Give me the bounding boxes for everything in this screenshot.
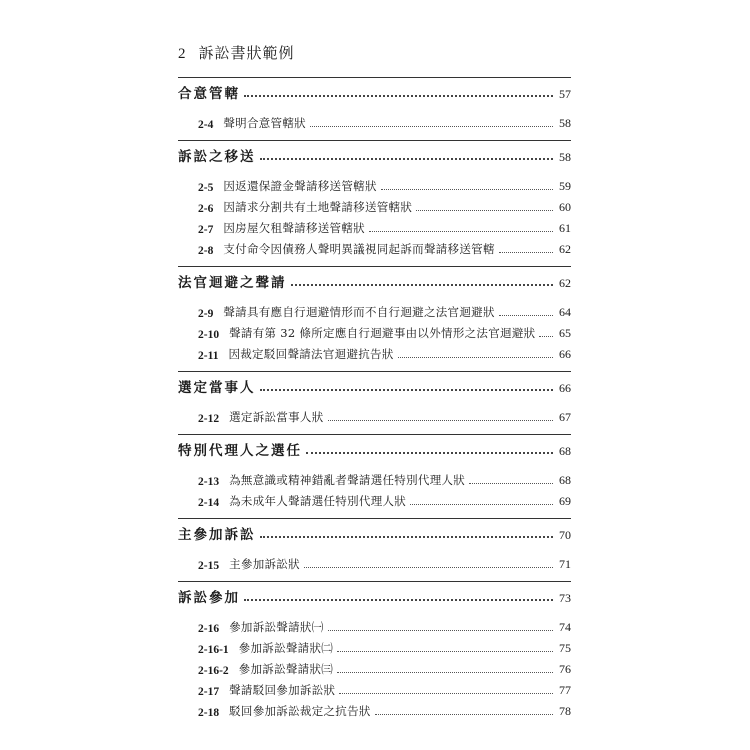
section-entries [178, 102, 571, 140]
entry-page-number: 77 [559, 683, 571, 697]
dot-leader [304, 567, 553, 568]
section-heading[interactable] [178, 372, 571, 396]
dot-leader [398, 357, 553, 358]
entry-code: 2-13 [198, 476, 220, 488]
section-entries [178, 459, 571, 518]
section-heading[interactable] [178, 582, 571, 606]
entry-page-number: 67 [559, 410, 571, 424]
entry-code: 2-18 [198, 707, 220, 719]
dot-leader [469, 483, 553, 484]
dot-leader [499, 315, 553, 316]
section-page-number: 58 [559, 150, 571, 164]
dot-leader [244, 95, 553, 97]
entry-title: 選定訴訟當事人狀 [229, 410, 324, 424]
dot-leader [260, 536, 554, 538]
toc-entry[interactable] [178, 635, 571, 656]
section-page-number: 73 [559, 591, 571, 605]
section-title: 特別代理人之選任 [178, 443, 302, 459]
toc-entry[interactable] [178, 194, 571, 215]
section-entries [178, 543, 571, 581]
toc-entry[interactable] [178, 215, 571, 236]
toc-section [178, 372, 571, 434]
entry-title: 參加訴訟聲請狀㈢ [238, 662, 334, 676]
page-number: 2 [178, 46, 187, 62]
dot-leader [410, 504, 553, 505]
entry-code: 2-6 [198, 203, 214, 215]
dot-leader [260, 158, 554, 160]
entry-page-number: 68 [559, 473, 571, 487]
entry-title: 聲明合意管轄狀 [223, 116, 306, 130]
toc-section [178, 582, 571, 728]
toc-entry[interactable] [178, 341, 571, 362]
toc-entry[interactable] [178, 614, 571, 635]
dot-leader [328, 630, 554, 631]
section-entries [178, 291, 571, 371]
section-title: 訴訟參加 [178, 590, 240, 606]
entry-page-number: 76 [559, 662, 571, 676]
entry-code: 2-16-1 [198, 644, 229, 656]
toc-entry[interactable] [178, 236, 571, 257]
section-heading[interactable] [178, 141, 571, 165]
section-title: 訴訟之移送 [178, 149, 256, 165]
dot-leader [369, 231, 553, 232]
dot-leader [244, 599, 553, 601]
entry-page-number: 71 [559, 557, 571, 571]
dot-leader [539, 336, 553, 337]
toc-section [178, 435, 571, 518]
section-entries [178, 606, 571, 728]
dot-leader [416, 210, 553, 211]
toc-entry[interactable] [178, 698, 571, 719]
toc-section [178, 141, 571, 266]
entry-page-number: 58 [559, 116, 571, 130]
entry-title: 為無意識或精神錯亂者聲請選任特別代理人狀 [229, 473, 466, 487]
entry-title: 因返還保證金聲請移送管轄狀 [223, 179, 377, 193]
entry-code: 2-17 [198, 686, 220, 698]
dot-leader [339, 693, 553, 694]
section-title: 合意管轄 [178, 86, 240, 102]
entry-title: 主參加訴訟狀 [229, 557, 300, 571]
page-header [178, 42, 295, 63]
toc-entry[interactable] [178, 656, 571, 677]
entry-code: 2-4 [198, 119, 214, 131]
dot-leader [375, 714, 553, 715]
entry-page-number: 69 [559, 494, 571, 508]
toc-entry[interactable] [178, 467, 571, 488]
dot-leader [337, 672, 553, 673]
entry-title: 聲請有第 32 條所定應自行迴避事由以外情形之法官迴避狀 [229, 326, 536, 340]
entry-title: 參加訴訟聲請狀㈡ [238, 641, 334, 655]
section-page-number: 62 [559, 276, 571, 290]
dot-leader [499, 252, 553, 253]
entry-code: 2-12 [198, 413, 220, 425]
section-page-number: 70 [559, 528, 571, 542]
toc-section [178, 78, 571, 140]
section-entries [178, 396, 571, 434]
toc-entry[interactable] [178, 299, 571, 320]
entry-code: 2-7 [198, 224, 214, 236]
entry-code: 2-8 [198, 245, 214, 257]
section-heading[interactable] [178, 267, 571, 291]
section-page-number: 66 [559, 381, 571, 395]
entry-code: 2-10 [198, 329, 220, 341]
toc-entry[interactable] [178, 551, 571, 572]
section-heading[interactable] [178, 435, 571, 459]
entry-page-number: 64 [559, 305, 571, 319]
section-title: 主參加訴訟 [178, 527, 256, 543]
entry-code: 2-15 [198, 560, 220, 572]
entry-code: 2-11 [198, 350, 219, 362]
dot-leader [381, 189, 553, 190]
section-page-number: 57 [559, 87, 571, 101]
section-title: 選定當事人 [178, 380, 256, 396]
entry-title: 聲請具有應自行迴避情形而不自行迴避之法官迴避狀 [223, 305, 495, 319]
entry-title: 參加訴訟聲請狀㈠ [229, 620, 324, 634]
entry-page-number: 74 [559, 620, 571, 634]
dot-leader [337, 651, 553, 652]
entry-page-number: 60 [559, 200, 571, 214]
dot-leader [328, 420, 554, 421]
entry-title: 因裁定駁回聲請法官迴避抗告狀 [228, 347, 394, 361]
toc-entry[interactable] [178, 320, 571, 341]
dot-leader [260, 389, 554, 391]
toc-entry[interactable] [178, 404, 571, 425]
entry-page-number: 61 [559, 221, 571, 235]
entry-title: 因請求分割共有土地聲請移送管轄狀 [223, 200, 413, 214]
toc-entry[interactable] [178, 488, 571, 509]
entry-code: 2-5 [198, 182, 214, 194]
section-heading[interactable] [178, 78, 571, 102]
dot-leader [306, 452, 553, 454]
book-title: 訴訟書狀範例 [198, 44, 295, 62]
entry-page-number: 65 [559, 326, 571, 340]
toc-entry[interactable] [178, 173, 571, 194]
section-heading[interactable] [178, 519, 571, 543]
section-entries [178, 165, 571, 266]
entry-code: 2-16-2 [198, 665, 229, 677]
entry-page-number: 62 [559, 242, 571, 256]
entry-title: 駁回參加訴訟裁定之抗告狀 [229, 704, 371, 718]
toc-section [178, 519, 571, 581]
entry-title: 為未成年人聲請選任特別代理人狀 [229, 494, 407, 508]
section-title: 法官迴避之聲請 [178, 275, 287, 291]
toc-entry[interactable] [178, 677, 571, 698]
toc-section [178, 267, 571, 371]
entry-page-number: 75 [559, 641, 571, 655]
dot-leader [291, 284, 554, 286]
table-of-contents [178, 77, 571, 728]
entry-title: 因房屋欠租聲請移送管轄狀 [223, 221, 365, 235]
entry-code: 2-9 [198, 308, 214, 320]
entry-page-number: 78 [559, 704, 571, 718]
entry-page-number: 59 [559, 179, 571, 193]
entry-title: 支付命令因債務人聲明異議視同起訴而聲請移送管轄 [223, 242, 495, 256]
section-page-number: 68 [559, 444, 571, 458]
dot-leader [310, 126, 553, 127]
toc-entry[interactable] [178, 110, 571, 131]
entry-code: 2-14 [198, 497, 220, 509]
entry-page-number: 66 [559, 347, 571, 361]
entry-title: 聲請駁回參加訴訟狀 [229, 683, 336, 697]
entry-code: 2-16 [198, 623, 220, 635]
